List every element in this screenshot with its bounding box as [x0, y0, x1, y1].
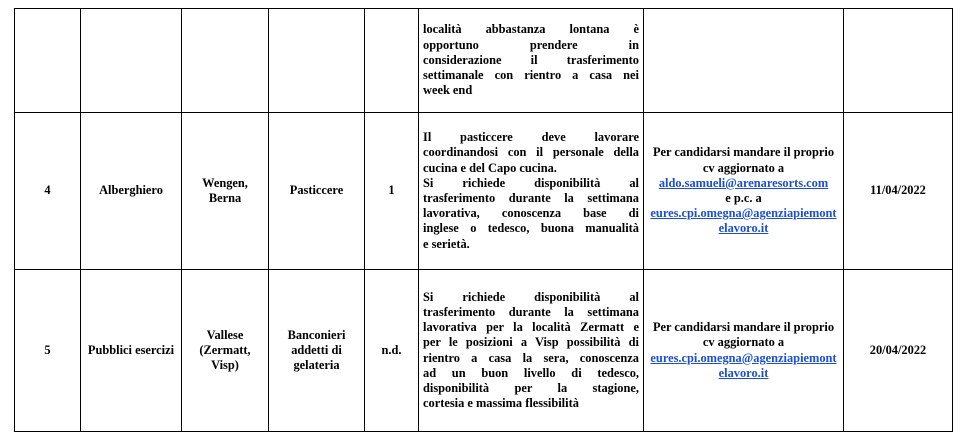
- description-line: disponibilità per la stagione,: [423, 380, 639, 395]
- description-cell: [419, 270, 644, 432]
- description-line: località abbastanza lontana è: [423, 22, 639, 37]
- description-line: settimanale con rientro a casa nei: [423, 68, 639, 83]
- location-cell: Wengen, Berna: [182, 113, 269, 270]
- description-line: coordinandosi con il personale della: [423, 145, 639, 160]
- job-offers-table: [14, 8, 953, 432]
- role-cell: Pasticcere: [269, 113, 365, 270]
- description-line: ad un buon livello di tedesco,: [423, 365, 639, 380]
- description-line: trasferimento durante la settimana: [423, 304, 639, 319]
- description-line: Si richiede disponibilità al: [423, 289, 639, 304]
- contact-intro: Per candidarsi mandare il proprio cv aggiornato a: [652, 320, 835, 350]
- table-row: [15, 9, 953, 113]
- sector-cell: Pubblici esercizi: [81, 270, 182, 432]
- sector-cell: [81, 9, 182, 113]
- table-row: [15, 270, 953, 432]
- cc-label: e p.c. a: [725, 191, 762, 205]
- description-line: lavorativa, conoscenza base di: [423, 206, 639, 221]
- quantity-cell: 1: [365, 113, 419, 270]
- description-cell: [419, 9, 644, 113]
- row-number: 4: [15, 113, 81, 270]
- contact-cell: [644, 113, 844, 270]
- contact-cell: [644, 270, 844, 432]
- date-cell: 20/04/2022: [844, 270, 953, 432]
- email-link[interactable]: aldo.samueli@arenaresorts.com: [658, 175, 829, 190]
- date-cell: [844, 9, 953, 113]
- description-cell: [419, 113, 644, 270]
- description-line: week end: [423, 83, 473, 98]
- contact-intro: Per candidarsi mandare il proprio cv aggiornato a: [652, 145, 835, 175]
- email-link[interactable]: eures.cpi.omegna@agenziapiemontelavoro.it: [650, 350, 837, 380]
- description-line: cortesia e massima flessibilità: [423, 396, 579, 411]
- description-line: Si richiede disponibilità al: [423, 175, 639, 190]
- role-cell: Banconieri addetti di gelateria: [269, 270, 365, 432]
- email-link[interactable]: eures.cpi.omegna@agenziapiemontelavoro.it: [650, 206, 837, 236]
- contact-cell: [644, 9, 844, 113]
- quantity-cell: n.d.: [365, 270, 419, 432]
- quantity-cell: [365, 9, 419, 113]
- description-line: inglese o tedesco, buona manualità: [423, 221, 639, 236]
- description-line: opportuno prendere in: [423, 37, 639, 52]
- description-line: per le posizioni a Visp possibilità di: [423, 335, 639, 350]
- description-line: lavorativa per la località Zermatt e: [423, 320, 639, 335]
- date-cell: 11/04/2022: [844, 113, 953, 270]
- description-line: trasferimento durante la settimana: [423, 191, 639, 205]
- description-line: considerazione il trasferimento: [423, 52, 639, 67]
- description-line: rientro a casa la sera, conoscenza: [423, 350, 639, 365]
- description-line: Il pasticcere deve lavorare: [423, 130, 639, 145]
- location-cell: [182, 9, 269, 113]
- description-line: e serietà.: [423, 236, 470, 251]
- row-number: 5: [15, 270, 81, 432]
- sector-cell: Alberghiero: [81, 113, 182, 270]
- location-cell: Vallese (Zermatt, Visp): [182, 270, 269, 432]
- table-row: [15, 113, 953, 270]
- description-line: cucina e del Capo cucina.: [423, 160, 557, 175]
- role-cell: [269, 9, 365, 113]
- row-number: [15, 9, 81, 113]
